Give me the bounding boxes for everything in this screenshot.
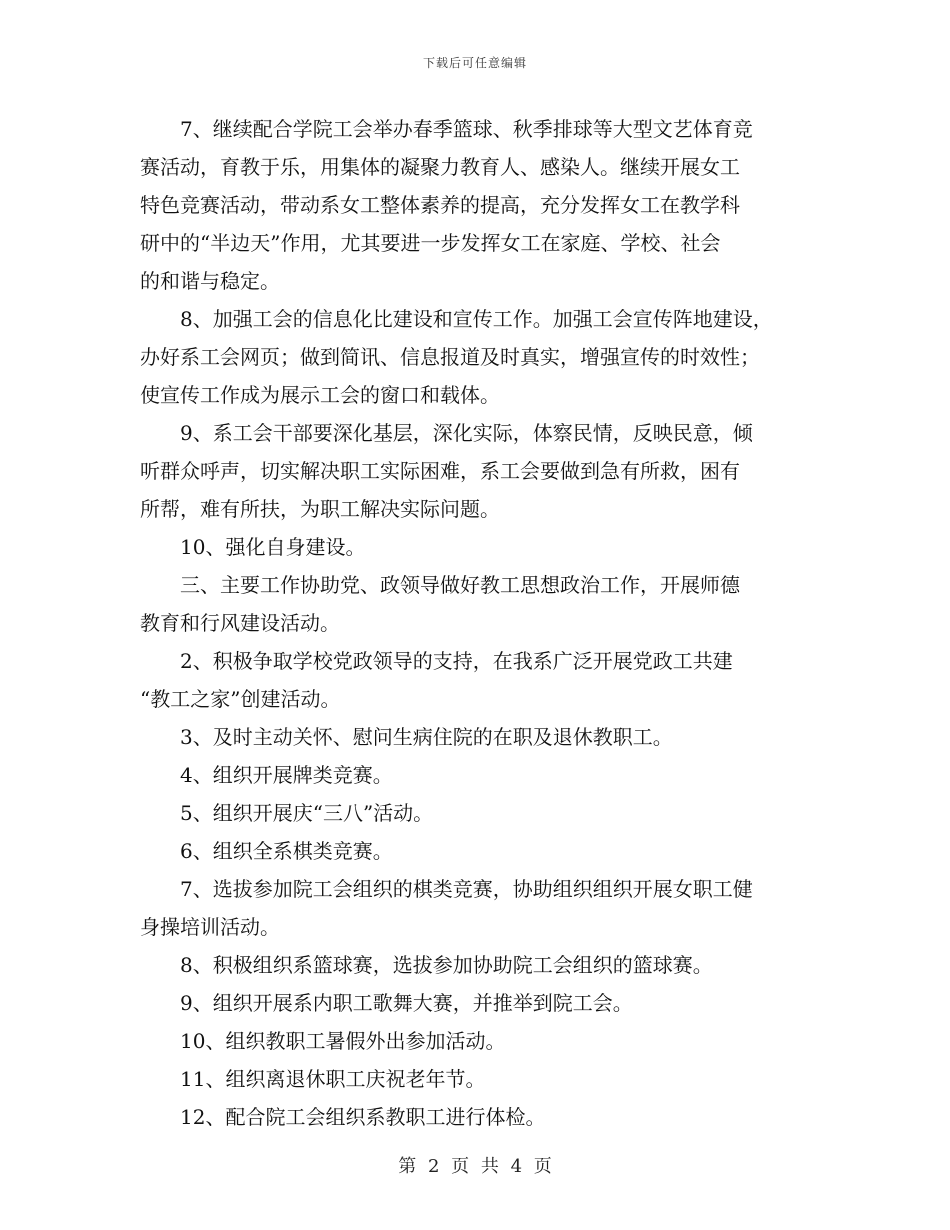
text-line: 身操培训活动。 — [140, 915, 280, 939]
text-line: 7、选拔参加院工会组织的棋类竞赛，协助组织组织开展女职工健 — [140, 877, 753, 901]
text-line: 听群众呼声，切实解决职工实际困难，系工会要做到急有所救，困有 — [140, 459, 740, 483]
text-line: 赛活动，育教于乐，用集体的凝聚力教育人、感染人。继续开展女工 — [140, 155, 740, 179]
text-line: 8、积极组织系篮球赛，选拔参加协助院工会组织的篮球赛。 — [140, 953, 713, 977]
text-line: 6、组织全系棋类竞赛。 — [140, 839, 393, 863]
text-line: 4、组织开展牌类竞赛。 — [140, 763, 393, 787]
text-line: 特色竞赛活动，带动系女工整体素养的提高，充分发挥女工在教学科 — [140, 193, 740, 217]
text-line: 研中的“半边天”作用，尤其要进一步发挥女工在家庭、学校、社会 — [140, 231, 721, 255]
text-line: 3、及时主动关怀、慰问生病住院的在职及退休教职工。 — [140, 725, 673, 749]
text-line: 10、强化自身建设。 — [140, 535, 366, 559]
text-line: 三、主要工作协助党、政领导做好教工思想政治工作，开展师德 — [140, 573, 740, 597]
text-line: 8、加强工会的信息化比建设和宣传工作。加强工会宣传阵地建设， — [140, 307, 773, 331]
text-line: 7、继续配合学院工会举办春季篮球、秋季排球等大型文艺体育竞 — [140, 117, 753, 141]
text-line: “教工之家”创建活动。 — [140, 687, 341, 711]
page-footer: 第 2 页 共 4 页 — [398, 1156, 552, 1177]
text-line: 5、组织开展庆“三八”活动。 — [140, 801, 434, 825]
text-line: 办好系工会网页；做到简讯、信息报道及时真实，增强宣传的时效性； — [140, 345, 760, 369]
text-line: 所帮，难有所扶，为职工解决实际问题。 — [140, 497, 500, 521]
text-line: 的和谐与稳定。 — [140, 269, 280, 293]
text-line: 9、系工会干部要深化基层，深化实际，体察民情，反映民意，倾 — [140, 421, 753, 445]
text-line: 9、组织开展系内职工歌舞大赛，并推举到院工会。 — [140, 991, 633, 1015]
document-body — [140, 110, 820, 1136]
text-line: 教育和行风建设活动。 — [140, 611, 340, 635]
text-line: 使宣传工作成为展示工会的窗口和载体。 — [140, 383, 500, 407]
text-line: 2、积极争取学校党政领导的支持，在我系广泛开展党政工共建 — [140, 649, 733, 673]
page-header: 下载后可任意编辑 — [422, 56, 527, 70]
text-line: 10、组织教职工暑假外出参加活动。 — [140, 1029, 506, 1053]
text-line: 12、配合院工会组织系教职工进行体检。 — [140, 1105, 546, 1129]
text-line: 11、组织离退休职工庆祝老年节。 — [140, 1067, 486, 1091]
